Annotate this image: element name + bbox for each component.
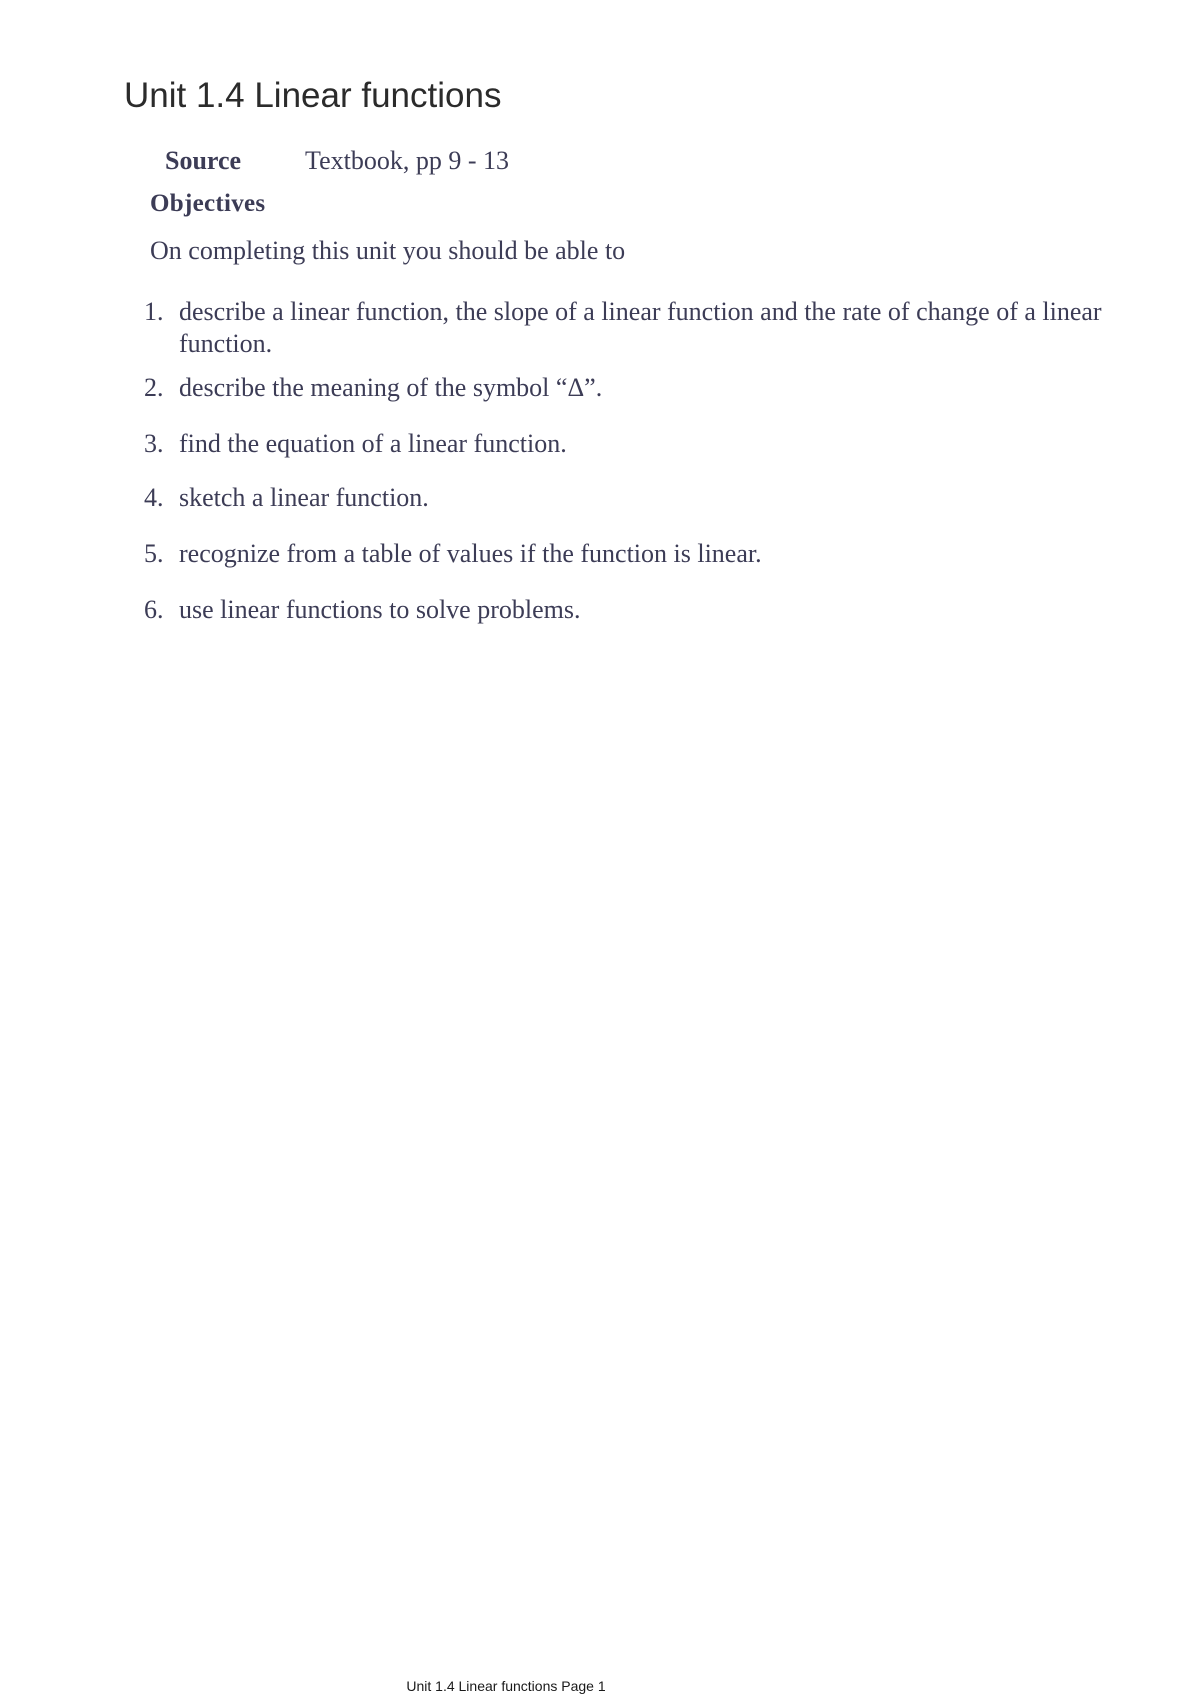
list-item-number: 6. <box>144 595 164 624</box>
list-item-number: 3. <box>144 429 164 458</box>
source-row <box>165 146 509 176</box>
list-item <box>144 482 1160 538</box>
list-item-text: describe the meaning of the symbol “Δ”. <box>179 373 603 402</box>
list-item-number: 5. <box>144 539 164 568</box>
page-footer: Unit 1.4 Linear functions Page 1 <box>406 1678 606 1694</box>
objectives-heading: Objectives <box>150 190 266 217</box>
list-item-text: use linear functions to solve problems. <box>179 595 581 624</box>
list-item-text: describe a linear function, the slope of a linear function and the rate of change of a linear function. <box>179 297 1102 358</box>
page-title: Unit 1.4 Linear functions <box>124 76 502 115</box>
list-item <box>144 538 1160 594</box>
source-label: Source <box>165 146 242 175</box>
list-item-text: sketch a linear function. <box>179 483 429 512</box>
objectives-intro: On completing this unit you should be able to <box>150 236 626 265</box>
list-item-number: 2. <box>144 373 164 402</box>
list-item-number: 1. <box>144 297 164 326</box>
list-item <box>144 296 1160 372</box>
list-item-text: recognize from a table of values if the function is linear. <box>179 539 762 568</box>
list-item <box>144 372 1160 428</box>
objectives-list <box>144 296 1160 626</box>
list-item-text: find the equation of a linear function. <box>179 429 567 458</box>
list-item <box>144 428 1160 482</box>
source-value: Textbook, pp 9 - 13 <box>305 146 509 175</box>
list-item <box>144 594 1160 626</box>
list-item-number: 4. <box>144 483 164 512</box>
